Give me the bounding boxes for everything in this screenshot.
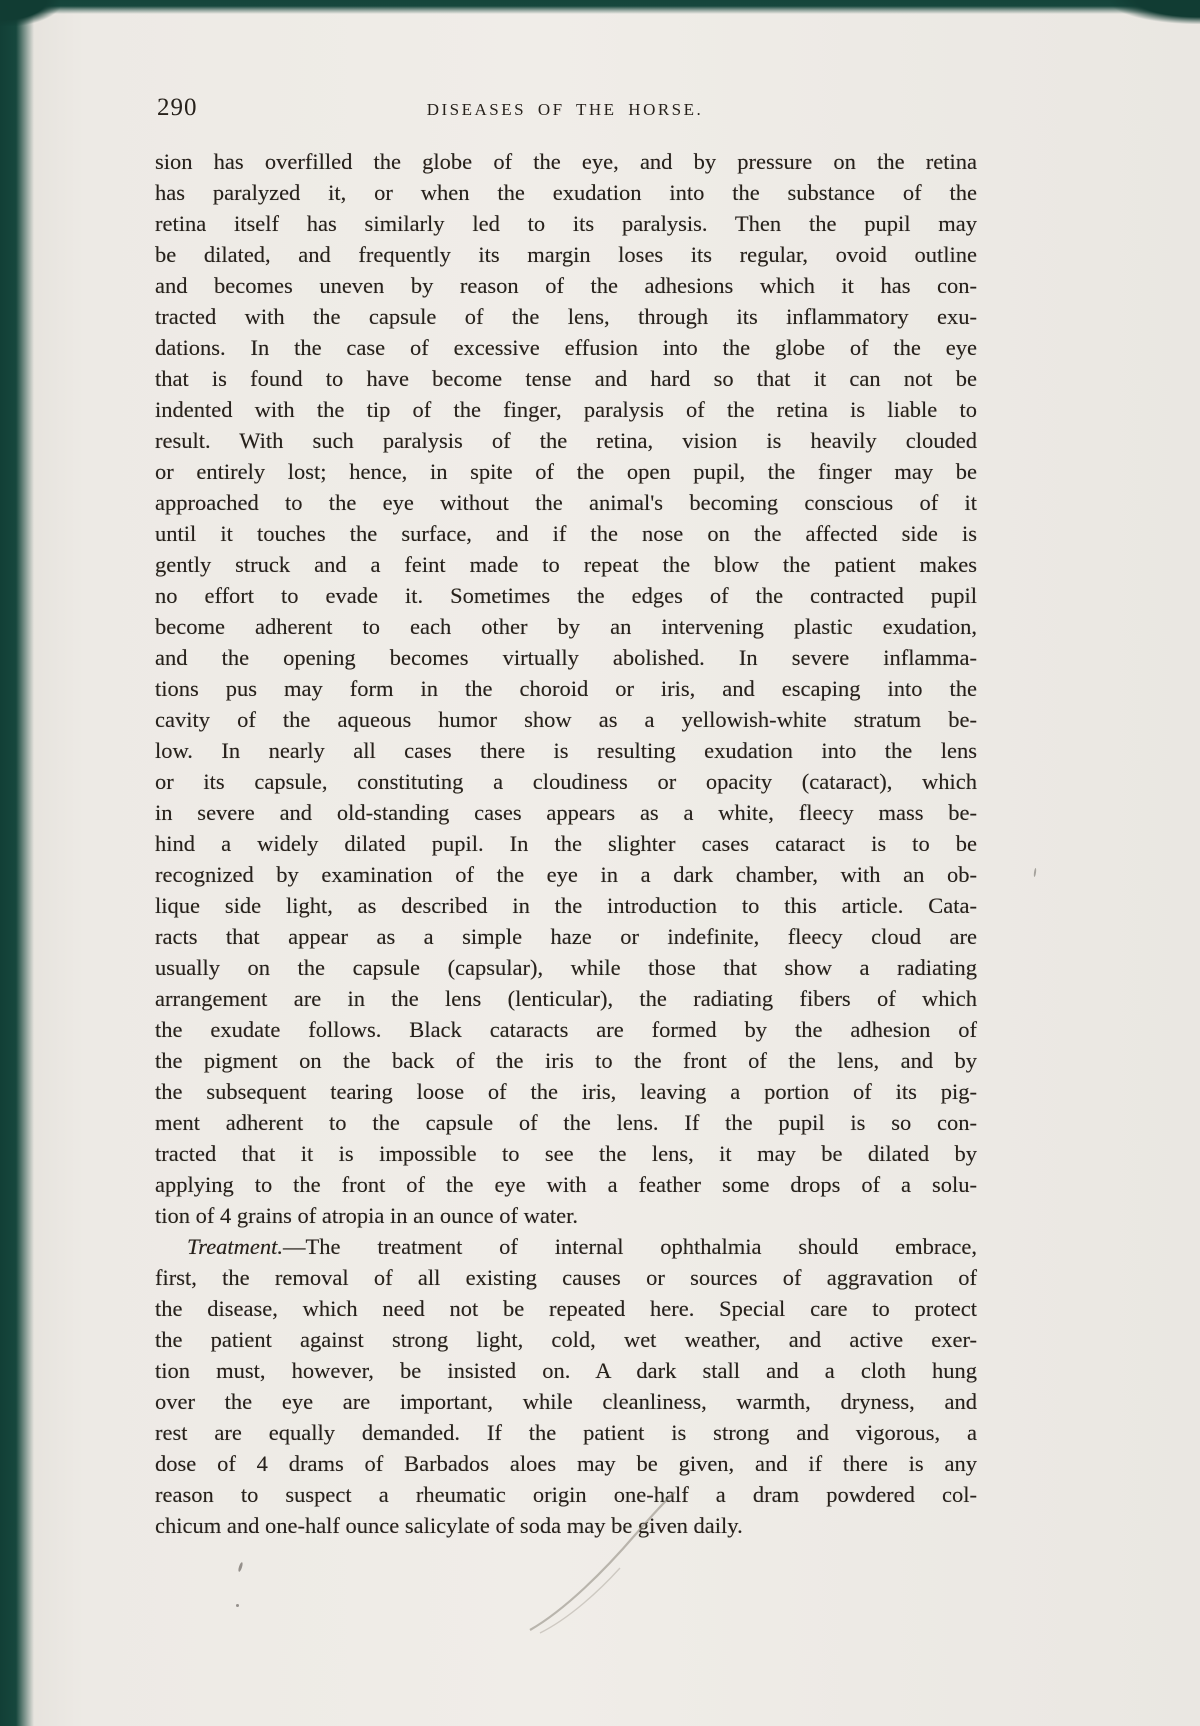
- text-line: reason to suspect a rheumatic origin one-half a dram powdered col-: [155, 1482, 977, 1507]
- text-line: low. In nearly all cases there is resulting exudation into the lens: [155, 738, 977, 763]
- scan-edge-left: [0, 0, 34, 1726]
- text-line: result. With such paralysis of the retina, vision is heavily clouded: [155, 428, 977, 453]
- text-line: no effort to evade it. Sometimes the edges of the contracted pupil: [155, 583, 977, 608]
- text-line: approached to the eye without the animal's becoming conscious of it: [155, 490, 977, 515]
- text-line: ment adherent to the capsule of the lens. If the pupil is so con-: [155, 1110, 977, 1135]
- text-line: hind a widely dilated pupil. In the slighter cases cataract is to be: [155, 831, 977, 856]
- page-header: [155, 94, 975, 128]
- text-line: first, the removal of all existing causes or sources of aggravation of: [155, 1265, 977, 1290]
- text-line: racts that appear as a simple haze or indefinite, fleecy cloud are: [155, 924, 977, 949]
- text-line: Treatment.—The treatment of internal ophthalmia should embrace,: [187, 1234, 977, 1259]
- paragraph-lead-italic: Treatment.: [187, 1234, 284, 1259]
- text-line: dose of 4 drams of Barbados aloes may be given, and if there is any: [155, 1451, 977, 1476]
- text-line: chicum and one-half ounce salicylate of soda may be given daily.: [155, 1513, 743, 1538]
- text-line: has paralyzed it, or when the exudation into the substance of the: [155, 180, 977, 205]
- text-line: dations. In the case of excessive effusion into the globe of the eye: [155, 335, 977, 360]
- page-body: [155, 146, 977, 1541]
- text-line: lique side light, as described in the introduction to this article. Cata-: [155, 893, 977, 918]
- scan-corner-top-left: [0, 0, 60, 26]
- text-line: that is found to have become tense and hard so that it can not be: [155, 366, 977, 391]
- text-line: tracted with the capsule of the lens, through its inflammatory exu-: [155, 304, 977, 329]
- text-line: arrangement are in the lens (lenticular), the radiating fibers of which: [155, 986, 977, 1011]
- text-line: the subsequent tearing loose of the iris, leaving a portion of its pig-: [155, 1079, 977, 1104]
- text-line: retina itself has similarly led to its paralysis. Then the pupil may: [155, 211, 977, 236]
- scan-edge-top: [0, 0, 1200, 14]
- text-line: over the eye are important, while cleanliness, warmth, dryness, and: [155, 1389, 977, 1414]
- text-line: the pigment on the back of the iris to the front of the lens, and by: [155, 1048, 977, 1073]
- text-line: and becomes uneven by reason of the adhesions which it has con-: [155, 273, 977, 298]
- text-line: gently struck and a feint made to repeat the blow the patient makes: [155, 552, 977, 577]
- page-number: 290: [157, 94, 198, 121]
- text-line: tion must, however, be insisted on. A dark stall and a cloth hung: [155, 1358, 977, 1383]
- text-line: indented with the tip of the finger, paralysis of the retina is liable to: [155, 397, 977, 422]
- text-line: cavity of the aqueous humor show as a yellowish-white stratum be-: [155, 707, 977, 732]
- text-line: recognized by examination of the eye in a dark chamber, with an ob-: [155, 862, 977, 887]
- running-title: DISEASES OF THE HORSE.: [426, 100, 704, 119]
- text-line: the exudate follows. Black cataracts are formed by the adhesion of: [155, 1017, 977, 1042]
- text-line: rest are equally demanded. If the patient is strong and vigorous, a: [155, 1420, 977, 1445]
- text-line: be dilated, and frequently its margin loses its regular, ovoid outline: [155, 242, 977, 267]
- scan-corner-top-right: [1110, 0, 1200, 24]
- scan-speck: [1033, 868, 1036, 877]
- text-line: tracted that it is impossible to see the lens, it may be dilated by: [155, 1141, 977, 1166]
- text-line: and the opening becomes virtually abolished. In severe inflamma-: [155, 645, 977, 670]
- text-line: tions pus may form in the choroid or iris, and escaping into the: [155, 676, 977, 701]
- text-line: or its capsule, constituting a cloudiness or opacity (cataract), which: [155, 769, 977, 794]
- text-line: until it touches the surface, and if the nose on the affected side is: [155, 521, 977, 546]
- scan-speck: [238, 1562, 244, 1572]
- text-line: in severe and old-standing cases appears as a white, fleecy mass be-: [155, 800, 977, 825]
- text-line: the disease, which need not be repeated here. Special care to protect: [155, 1296, 977, 1321]
- text-line: or entirely lost; hence, in spite of the open pupil, the finger may be: [155, 459, 977, 484]
- text-line: become adherent to each other by an intervening plastic exudation,: [155, 614, 977, 639]
- text-line: applying to the front of the eye with a feather some drops of a solu-: [155, 1172, 977, 1197]
- text-line: the patient against strong light, cold, wet weather, and active exer-: [155, 1327, 977, 1352]
- scan-speck: [236, 1604, 239, 1607]
- text-line: sion has overfilled the globe of the eye, and by pressure on the retina: [155, 149, 977, 174]
- text-line: tion of 4 grains of atropia in an ounce of water.: [155, 1203, 578, 1228]
- text-line: usually on the capsule (capsular), while those that show a radiating: [155, 955, 977, 980]
